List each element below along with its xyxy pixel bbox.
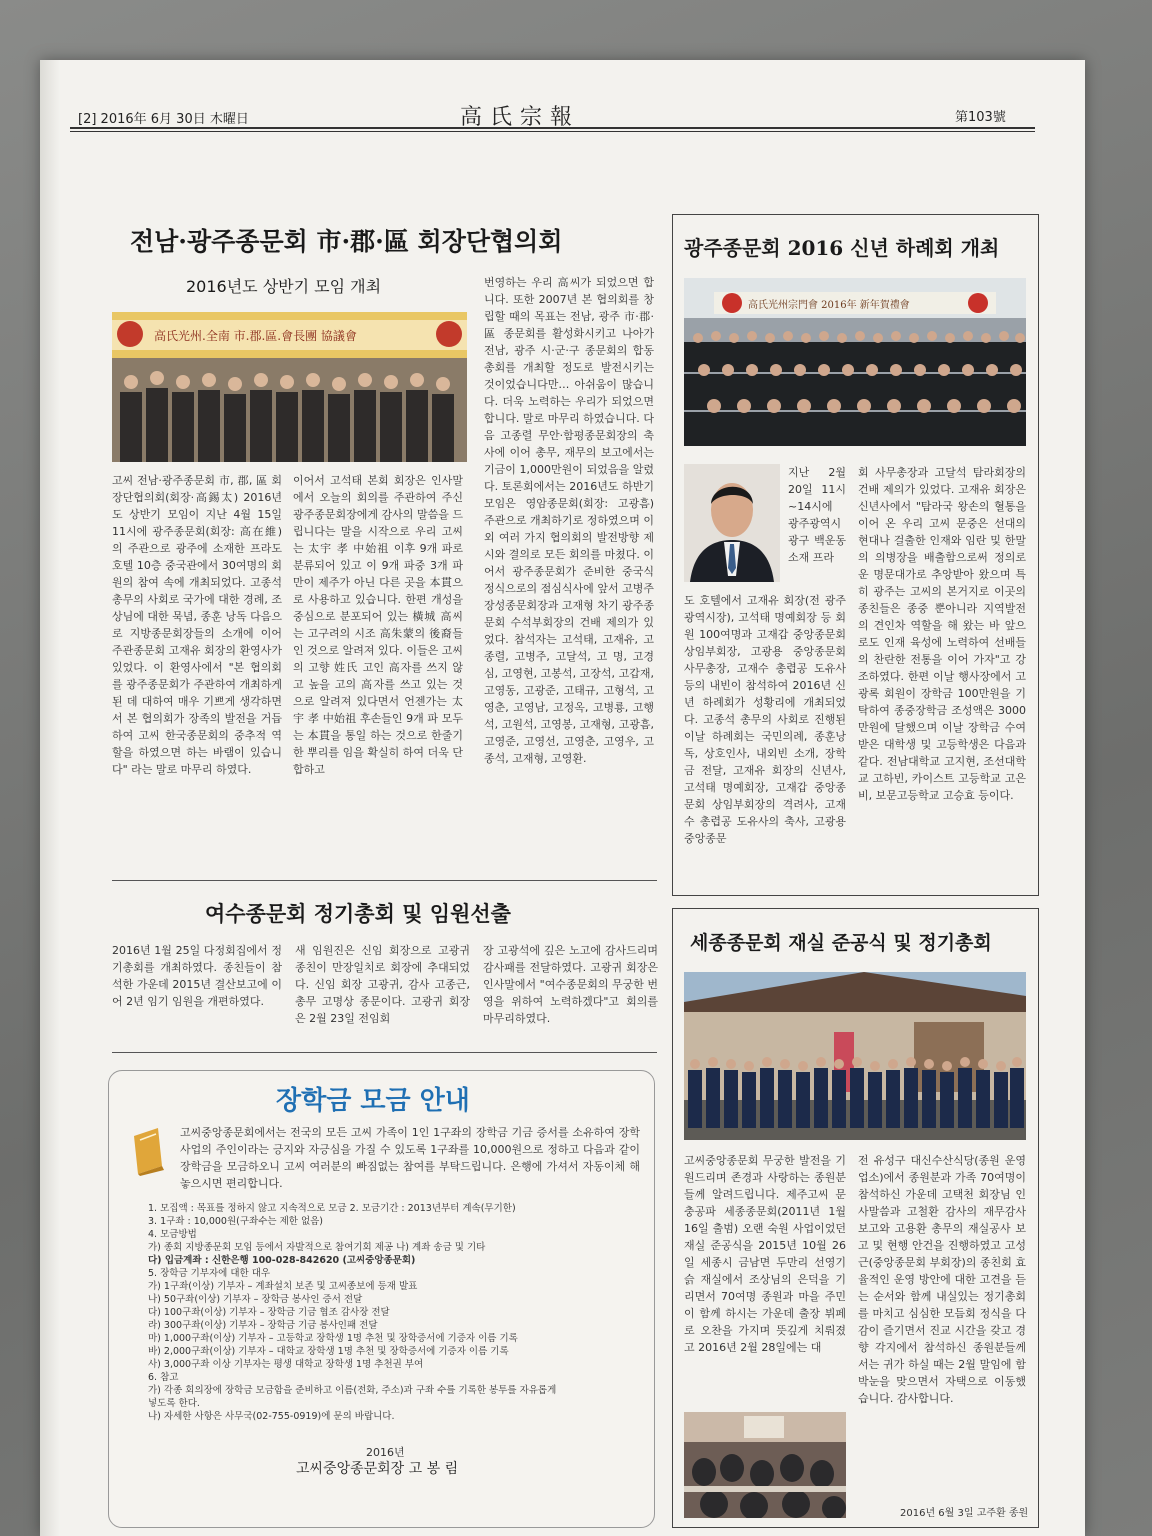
scholarship-item: 1. 모집액 : 목표를 정하지 않고 지속적으로 모금 2. 모금기간 : 2013년부터 계속(무기한)	[148, 1203, 516, 1214]
scholarship-item: 다) 입금계좌 : 신한은행 100-028-842620 (고씨중앙종문회)	[148, 1255, 416, 1266]
scholarship-item: 나) 자세한 사항은 사무국(02-755-0919)에 문의 바랍니다.	[148, 1411, 395, 1422]
scholarship-item: 4. 모금방법	[148, 1229, 197, 1240]
article2-column-3: 장 고광석에 깊은 노고에 감사드리며 감사패를 전달하였다. 고광귀 회장은 인사말에서 "여수종문회의 무궁한 번영을 위하여 노력하겠다"고 회의를 마무리하였다.	[483, 944, 658, 1025]
article3-column-1-top: 지난 2월 20일 11시~14시에 광주광역시 광구 백운동 소재 프라	[788, 466, 846, 564]
scholarship-item: 가) 각종 회의장에 장학금 모금함을 준비하고 이름(전화, 주소)과 구좌 수를 기록한 봉투를 자유롭게	[148, 1385, 557, 1396]
newspaper-page	[40, 60, 1085, 1536]
scholarship-item: 3. 1구좌 : 10,000원(구좌수는 제한 없음)	[148, 1216, 324, 1227]
article-divider	[112, 880, 657, 881]
article4-column-1: 고씨중앙종문회 무궁한 발전을 기원드리며 존경과 사랑하는 종원분들께 알려드립니다. 제주고씨 문충공파 세종종문회(2011년 1월 16일 출범) 오랜 숙원 사업이었던 재실 준공식을 2015년 10월 26일 세종시 금남면 두만리 선영기슭 재실에서 조상님의 은덕을 기리면서 70여명 종원과 마을 주민이 함께 하시는 가운데 출장 뷔페로 오찬을 가지며 뜻깊게 치뤄졌고 2016년 2월 28일에는 대	[684, 1154, 846, 1354]
header-rule-thin	[70, 131, 1035, 132]
scholarship-item: 다) 100구좌(이상) 기부자 – 장학금 기금 협조 감사장 전달	[148, 1307, 390, 1318]
header-rule	[70, 127, 1035, 129]
scholarship-year: 2016년	[366, 1446, 405, 1459]
scholarship-intro: 고씨중앙종문회에서는 전국의 모든 고씨 가족이 1인 1구좌의 장학금 기금 증서를 소유하여 장학사업의 주인이라는 긍지와 자긍심을 가질 수 있도록 1구좌를 10,000원으로 정하고 다음과 같이 장학금을 모금하오니 고씨 여러분의 빠짐없는 참여를 부탁드립니다. 은행에 가셔서 자동이체 해 놓으시면 편리합니다.	[180, 1126, 640, 1190]
issue-date: [2] 2016年 6月 30日 木曜日	[78, 112, 249, 127]
paper-fold-shadow	[40, 60, 60, 1536]
article1-subhead: 2016년도 상반기 모임 개최	[186, 277, 382, 296]
article4-photo	[684, 972, 1026, 1140]
article4-signature: 2016년 6월 3일 고주환 종원	[900, 1508, 1029, 1519]
article2-column-1: 2016년 1월 25일 다정회집에서 정기총회를 개최하였다. 종친들이 참석한 가운데 2015년 결산보고에 이어 2년 임기 임원을 개편하였다.	[112, 944, 282, 1008]
article1-column-2: 이어서 고석태 본회 회장은 인사말에서 오늘의 회의를 주관하여 주신 광주종문회장에게 감사의 말씀을 드립니다는 말을 시작으로 우리 고씨는 太宇 孝 中始祖 이후 9개 파로 분류되어 있고 이 9개 파중 3개 파만이 제주가 아닌 다른 곳을 本貫으로 사용하고 있습니다. 한편 개성을 중심으로 분포되어 있는 橫城 高씨는 고구려의 시조 高朱蒙의 後裔들인 것으로 알려져 있다. 이들은 고씨의 고향 姓氏 고인 高자를 쓰지 않고 높을 고의 高자를 쓰고 있는 것으로 알려져 있다면서 언젠가는 太宇 孝 中始祖 후손들인 9개 파 모두는 本貫을 통일 하는 것으로 한줄기 한 뿌리를 임을 확실히 하여 더욱 단합하고	[293, 474, 463, 776]
issue-number: 第103號	[955, 110, 1006, 125]
book-icon	[128, 1126, 168, 1176]
article3-column-2: 회 사무총장과 고달석 탐라회장의 건배 제의가 있었다. 고재유 회장은 신년사에서 "탐라국 왕손의 혈통을 이어 온 우리 고씨 문중은 선대의 현대나 걸출한 인재와 임란 및 한말의 의병장을 배출함으로써 정의로운 명문대가로 추앙받아 왔으며 특히 광주는 고씨의 본거지로 이곳의 종친들은 종중 뿐아니라 지역발전의 견인차 역할을 해 왔는 바 앞으로도 인재 육성에 노력하여 선배들의 찬란한 전통을 이어 가자"고 강조하였다. 한편 이날 행사장에서 고광록 회원이 장학금 100만원을 기탁하여 종중장학금 조성액은 3000만원에 달했으며 이날 장학금 수여받은 대학생 및 고등학생은 다음과 같다. 전남대학교 고지현, 조선대학교 고하빈, 카이스트 고등학교 고은비, 보문고등학교 고승효 등이다.	[858, 466, 1026, 802]
scholarship-item: 마) 1,000구좌(이상) 기부자 – 고등학교 장학생 1명 추천 및 장학증서에 기증자 이름 기록	[148, 1333, 518, 1344]
article3-banner-text: 高氏光州宗門會 2016年 新年賀禮會	[748, 300, 910, 311]
article4-headline: 세종종문회 재실 준공식 및 정기총회	[690, 932, 992, 954]
article3-photo	[684, 278, 1026, 446]
scholarship-item: 사) 3,000구좌 이상 기부자는 평생 대학교 장학생 1명 추천권 부여	[148, 1359, 424, 1370]
portrait-photo	[684, 464, 780, 582]
scholarship-title: 장학금 모금 안내	[276, 1086, 470, 1116]
article2-headline: 여수종문회 정기총회 및 임원선출	[205, 901, 511, 926]
scholarship-item: 나) 50구좌(이상) 기부자 – 장학금 봉사인 증서 전달	[148, 1294, 363, 1305]
article4-small-photo	[684, 1412, 846, 1518]
scholarship-item: 가) 1구좌(이상) 기부자 – 계좌설치 보존 및 고씨종보에 등재 발표	[148, 1281, 418, 1292]
scholarship-item: 넣도록 한다.	[148, 1398, 200, 1409]
article1-column-1: 고씨 전남·광주종문회 市, 郡, 區 회장단협의회(회장·高錫太) 2016년도 상반기 모임이 지난 4월 15일 11시에 광주종문회(회장: 高在維) 의 주관으로 광주에 소재한 프라도호텔 10층 중국관에서 30여명의 회원의 참여 속에 개최되었다. 고종석 총무의 사회로 국가에 대한 경례, 조상님에 대한 묵념, 종훈 낭독 다음으로 지방종문회장들의 소개에 이어 주관종문회 고재유 회장의 환영사가 있었다. 이 환영사에서 "본 협의회를 광주종문회가 주관하여 개최하게 된 데 대하여 매우 기쁘게 생각하면서 본 협의회가 장족의 발전을 거듭하여 고씨 한국종문회의 중추적 역할을 하였으면 하는 바램이 있습니다" 라는 말로 마무리 하였다.	[112, 474, 282, 776]
article1-banner-text: 高氏光州.全南 市.郡.區.會長團 協議會	[154, 329, 357, 343]
article3-column-1: 도 호텔에서 고재유 회장(전 광주광역시장), 고석태 명예회장 등 회원 100여명과 고재갑 중앙종문회 상임부회장, 고광용 중앙종문회 사무총장, 고재수 총렵공 도유사 등의 내빈이 참석하여 2016년 신년 하례회가 성황리에 개최되었다. 고종석 총무의 사회로 진행된 이날 하례회는 국민의례, 종훈낭독, 상호인사, 내외빈 소개, 장학금 전달, 고재유 회장의 신년사, 고석태 명예회장, 고재갑 중앙종문회 상임부회장의 격려사, 고재수 총렵공 도유사의 축사, 고광용 중앙종문	[684, 594, 846, 845]
scholarship-items	[148, 1202, 648, 1423]
scholarship-item: 5. 장학금 기부자에 대한 대우	[148, 1268, 271, 1279]
article3-headline: 광주종문회 2016 신년 하례회 개최	[684, 236, 1000, 260]
newspaper-masthead: 高氏宗報	[460, 105, 581, 130]
article4-column-2: 전 유성구 대신수산식당(종원 운영업소)에서 종원분과 가족 70여명이 참석하신 가운데 고택천 회장님 인사말씀과 고철환 감사의 재무감사보고와 고용환 총무의 재실공사 보고 및 현행 안건을 진행하였고 고성근(중앙종문회 부회장)의 종친회 효율적인 운영 방안에 대한 고견을 듣는 순서와 함께 내실있는 정기총회를 마치고 심심한 모듬회 정식을 다감이 즐기면서 진교 시간을 갖고 경향 각지에서 참석하신 종원분들께서는 귀가 하실 때는 2월 말임에 함박눈을 맞으면서 자택으로 이동했습니다. 감사합니다.	[858, 1154, 1026, 1405]
scholarship-item: 바) 2,000구좌(이상) 기부자 – 대학교 장학생 1명 추천 및 장학증서에 기증자 이름 기록	[148, 1346, 509, 1357]
scholarship-item: 6. 참고	[148, 1372, 179, 1383]
article1-photo	[112, 312, 467, 462]
article1-column-3: 번영하는 우리 高씨가 되었으면 합니다. 또한 2007년 본 협의회를 창립할 때의 목표는 전남, 광주 市·郡·區 종문회를 활성화시키고 나아가 전남, 광주 시·군·구 종문회의 합동총회를 개최할 정도로 발전시키는 것이었습니다만… 아쉬움이 많습니다. 더욱 노력하는 우리가 되었으면 합니다. 말로 마무리 하였습니다. 다음 고종렬 무안·함평종문회장의 축사에 이어 총무, 재무의 보고에서는 기금이 1,000만원이 되었음을 알렸다. 토론회에서는 2016년도 하반기 모임은 영암종문회(회장: 고광흠) 주관으로 개최하기로 정하였으며 이 외 여러 가지 협의회의 발전방향 제시와 결의로 모든 회의를 마쳤다. 이어서 광주종문회가 준비한 중국식 정식으로의 점심식사에 앞서 고병주 장성종문회장과 고재형 차기 광주종문회 수석부회장의 건배 제의가 있었다. 참석자는 고석태, 고재유, 고종렬, 고병주, 고달석, 고 명, 고경심, 고영현, 고봉석, 고장석, 고갑재, 고영동, 고광준, 고태규, 고형석, 고영춘, 고영남, 고정옥, 고병룡, 고행석, 고원석, 고영봉, 고재형, 고광흠, 고영준, 고영선, 고영춘, 고영우, 고종석, 고재형, 고영환.	[484, 276, 654, 765]
article2-column-2: 새 임원진은 신임 회장으로 고광귀 종친이 만장일치로 회장에 추대되었다. 신임 회장 고광귀, 감사 고종근, 총무 고명상 종문이다. 고광귀 회장은 2월 23일 전임회	[295, 944, 470, 1025]
scholarship-item: 가) 종회 지방종문회 모임 등에서 자발적으로 참여기회 제공 나) 계좌 송금 및 기타	[148, 1242, 486, 1253]
article-divider-2	[112, 1052, 657, 1053]
scholarship-item: 라) 300구좌(이상) 기부자 – 장학금 기금 봉사인패 전달	[148, 1320, 378, 1331]
scholarship-signature: 고씨중앙종문회장 고 봉 림	[296, 1461, 459, 1477]
article1-headline: 전남·광주종문회 市·郡·區 회장단협의회	[130, 227, 563, 256]
